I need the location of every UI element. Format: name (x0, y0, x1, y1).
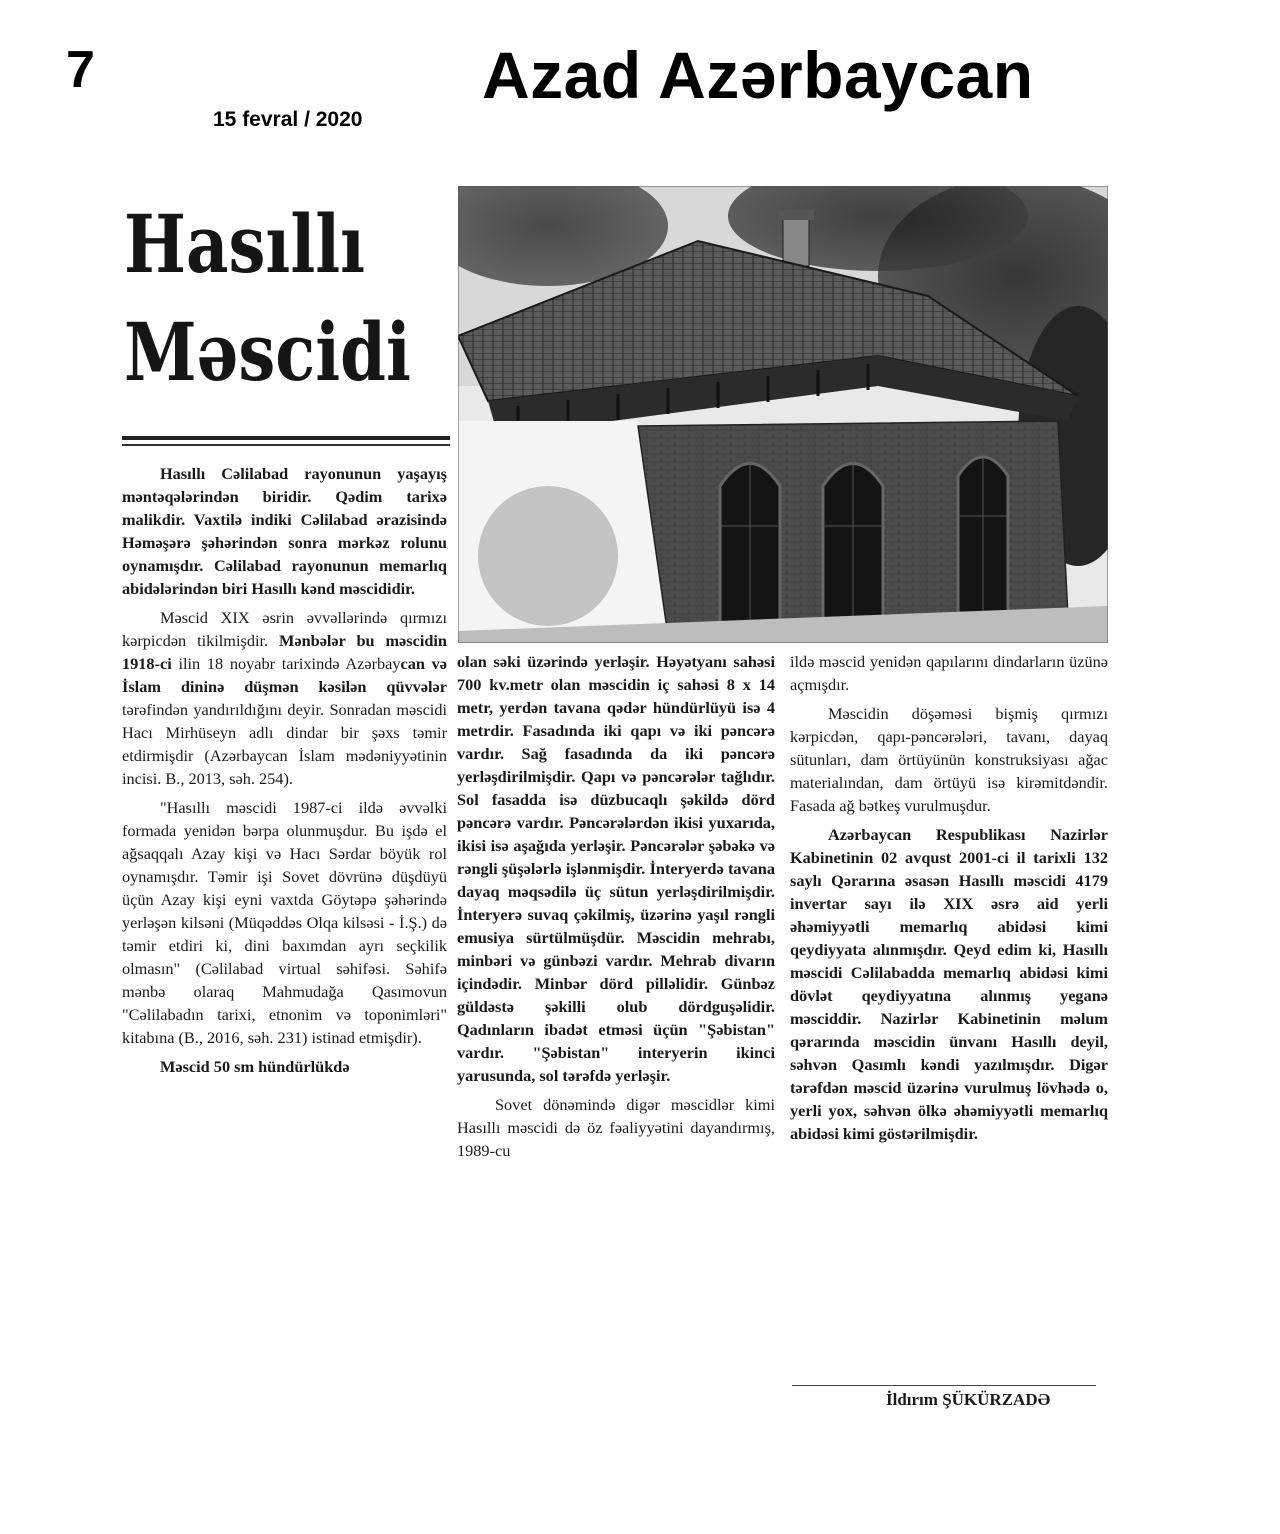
article-clipping (112, 180, 1112, 1430)
signature-rule (792, 1385, 1096, 1386)
paragraph: olan səki üzərində yerləşir. Həyətyanı sahəsi 700 kv.metr olan məscidin iç sahəsi 8 x 14 metr, yerdən tavana qədər hündürlüyü isə 4 metrdir. Fasadında iki qapı və iki pəncərə vardır. Sağ fasadında da iki pəncərə yerləşdirilmişdir. Qapı və pəncərələr tağlıdır. Sol fasadda isə düzbucaqlı şəkildə dörd pəncərə vardır. Pəncərələrdən ikisi yuxarıda, ikisi isə aşağıda yerləşir. Pəncərələr şəbəkə və rəngli şüşələrlə işlənmişdir. İnteryerdə tavana dayaq məqsədilə üç sütun yerləşdirilmişdir. İnteryerə suvaq çəkilmiş, üzərinə yaşıl rəngli emusiya sürtülmüşdür. Məscidin mehrabı, minbəri və günbəzi vardır. Mehrab divarın içindədir. Minbər dörd pilləlidir. Günbəz güldəstə şəkilli olub dördguşəlidir. Qadınların ibadət etməsi üçün "Şəbistan" vardır. "Şəbistan" interyerin ikinci yarusunda, sol tərəfdə yerləşir. (457, 652, 775, 1085)
paragraph: Sovet dönəmində digər məscidlər kimi Hasıllı məscidi də öz fəaliyyətini dayandırmış, 1989-cu (457, 1095, 775, 1160)
article-column-3 (790, 650, 1108, 1151)
text-run: Mənbələr bu məscidin 1918-ci (122, 631, 447, 673)
headline-rule (122, 436, 450, 440)
text-run: can və İslam dininə düşmən kəsilən qüvvələr (122, 654, 448, 696)
text-run: ilin 18 noyabr tarixində Azərbay (178, 654, 401, 673)
paragraph: Azərbaycan Respublikası Nazirlər Kabinetinin 02 avqust 2001-ci il tarixli 132 saylı Qərarına əsasən Hasıllı məscidi 4179 invertar sayı ilə XIX əsrə aid yerli əhəmiyyətli memarlıq abidəsi kimi qeydiyyata alınmışdır. Qeyd edim ki, Hasıllı məscidi Cəlilabadda memarlıq abidəsi kimi dövlət qeydiyyatına alınmış yeganə məsciddir. Nazirlər Kabinetinin məlum qərarında məscidin ünvanı Hasıllı deyil, səhvən Qasımlı kəndi yazılmışdır. Digər tərəfdən məscid üzərinə vurulmuş lövhədə o, yerli yox, səhvən ölkə əhəmiyyətli memarlıq abidəsi kimi göstərilmişdir. (790, 825, 1108, 1143)
article-column-2 (457, 650, 775, 1168)
page-number: 7 (66, 41, 95, 99)
article-headline (124, 190, 411, 406)
headline-line-2: Məscidi (124, 305, 411, 399)
mosque-photo (458, 186, 1108, 643)
text-run: tərəfindən yandırıldığını deyir. Sonradan məscidi Hacı Mirhüseyn adlı dindar bir şəxs təmir etdirmişdir (Azərbaycan İslam mədəniyyətinin incisi. B., 2013, səh. 254). (122, 700, 447, 788)
paragraph: Hasıllı Cəlilabad rayonunun yaşayış məntəqələrindən biridir. Qədim tarixə malikdir. Vaxtilə indiki Cəlilabad ərazisində Həməşərə şəhərindən sonra mərkəz rolunu oynamışdır. Cəlilabad rayonunun memarlıq abidələrindən biri Hasıllı kənd məscididir. (122, 464, 447, 598)
author-signature: İldırım ŞÜKÜRZADƏ (886, 1390, 1051, 1409)
paragraph: Məscid 50 sm hündürlükdə (160, 1057, 350, 1076)
headline-rule-thin (122, 444, 450, 446)
paragraph: ildə məscid yenidən qapılarını dindarların üzünə açmışdır. (790, 652, 1108, 694)
paragraph: Məscidin döşəməsi bişmiş qırmızı kərpicdən, qapı-pəncərələri, tavanı, dayaq sütunları, dam örtüyünün konstruksiyası ağac materialından, dam örtüyü isə kirəmitdəndir. Fasada ağ bətkeş vurulmuşdur. (790, 704, 1108, 815)
headline-line-1: Hasıllı (124, 197, 366, 291)
text-run: Məscid XIX əsrin əvvəllərində qırmızı kərpicdən tikilmişdir. (122, 608, 447, 650)
newspaper-title: Azad Azərbaycan (482, 38, 1034, 112)
publication-date: 15 fevral / 2020 (213, 108, 363, 131)
article-column-1 (122, 462, 447, 1084)
paragraph: "Hasıllı məscidi 1987-ci ildə əvvəlki formada yenidən bərpa olunmuşdur. Bu işdə el ağsaqqalı Azay kişi və Hacı Sərdar böyük rol oynamışdır. Təmir işi Sovet dövrünə düşdüyü üçün Azay kişi eyni vaxtda Göytəpə şəhərində yerləşən kilsəni (Müqəddəs Olqa kilsəsi - İ.Ş.) də təmir etdiri ki, dini baxımdan ayrı seçkilik olmasın" (Cəlilabad virtual səhifəsi. Səhifə mənbə olaraq Mahmudağa Qasımovun "Cəlilabadın tarixi, etnonim və toponimləri" kitabına (B., 2016, səh. 231) istinad etmişdir). (122, 798, 447, 1047)
paragraph (122, 606, 447, 790)
